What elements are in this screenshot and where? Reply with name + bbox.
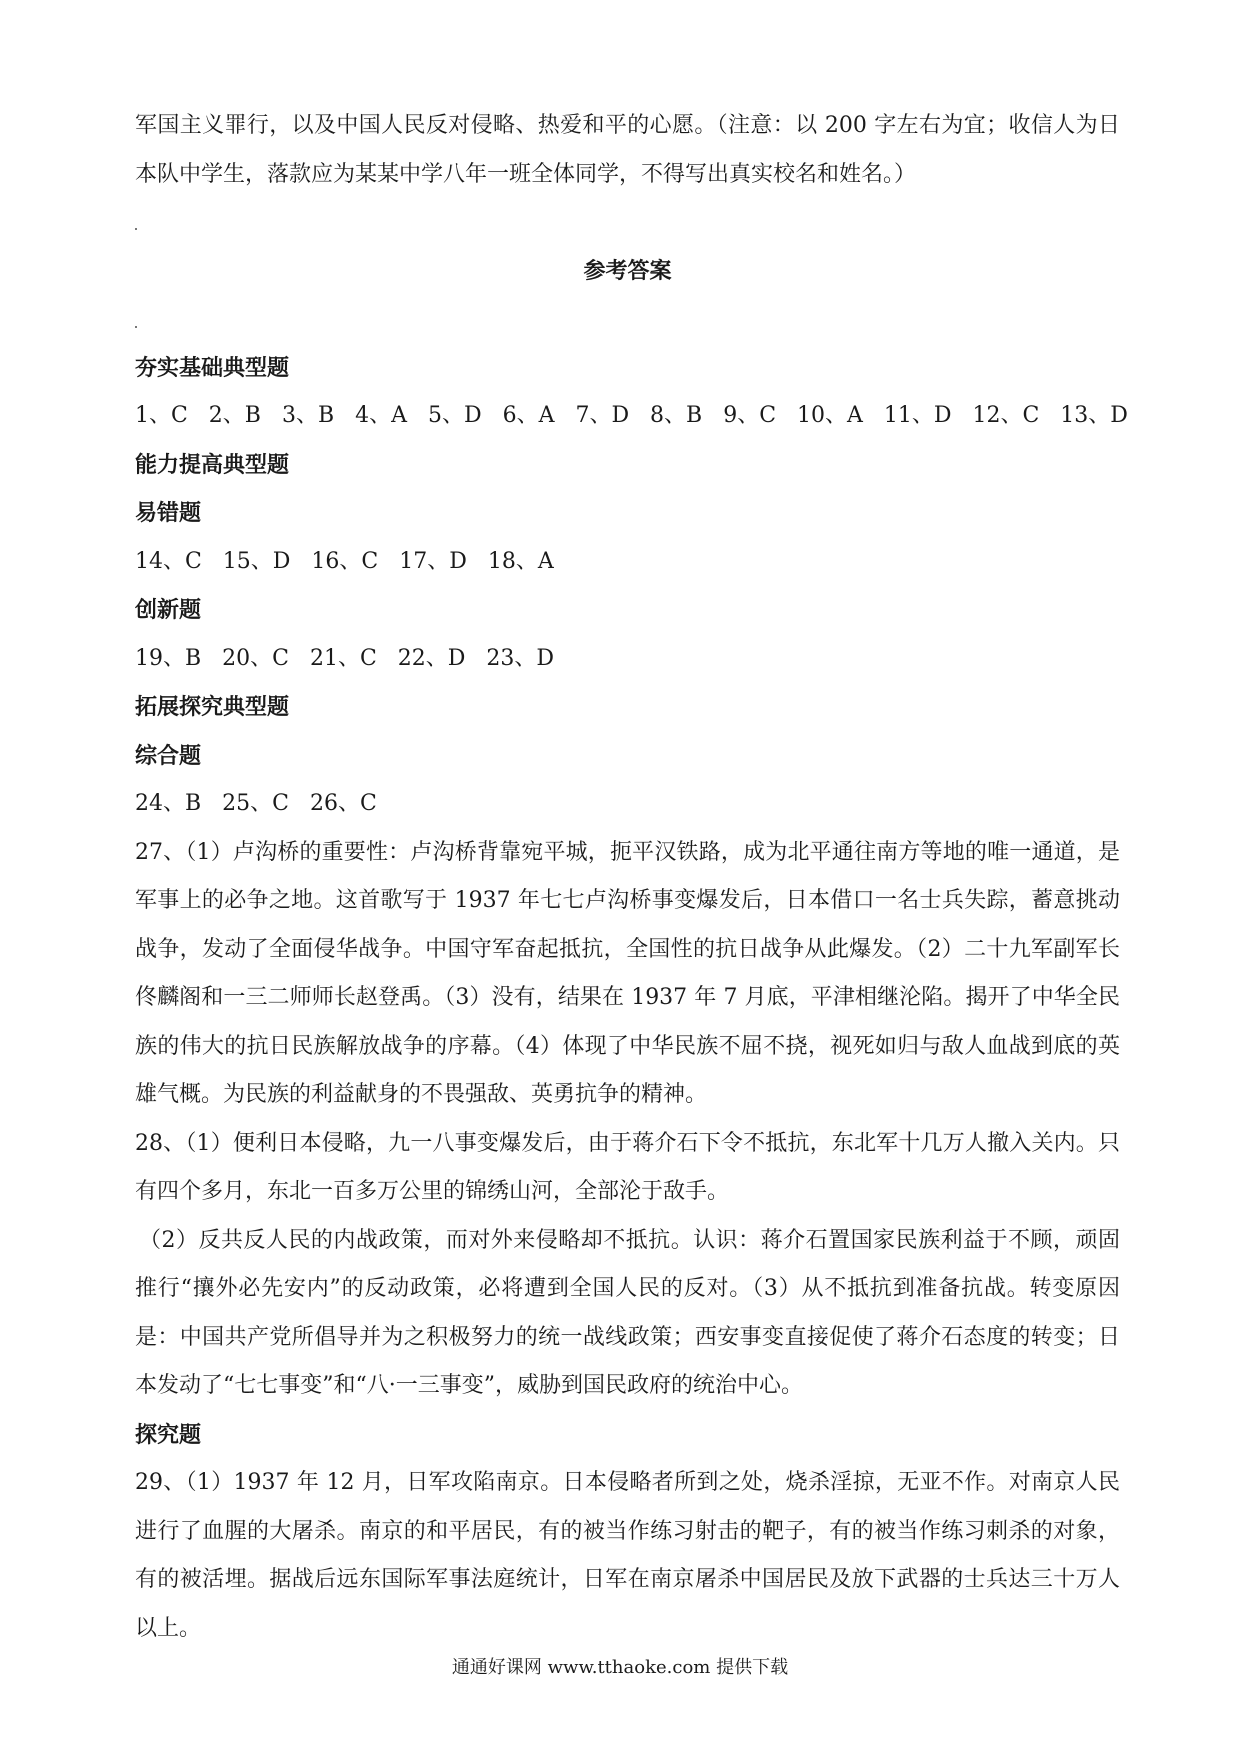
section-heading-extension: 拓展探究典型题 [135, 694, 290, 720]
subheading-inquiry: 探究题 [135, 1421, 202, 1448]
answers-error-prone: 14、C 15、D 16、C 17、D 18、A [135, 548, 554, 574]
subheading-comprehensive: 综合题 [135, 742, 202, 769]
page-title: 参考答案 [583, 258, 672, 284]
page-footer: 通通好课网 www.tthaoke.com 提供下载 [451, 1657, 789, 1678]
answer-q27: 27、（1）卢沟桥的重要性：卢沟桥背靠宛平城，扼平汉铁路，成为北平通往南方等地的唯一通道，是军事上的必争之地。这首歌写于 1937 年七七卢沟桥事变爆发后，日本借口一名士兵失踪，蓄意挑动战争，发动了全面侵华战争。中国守军奋起抵抗，全国性的抗日战争从此爆发。（2）二十九军副军长佟麟阁和一三二师师长赵登禹。（3）没有，结果在 1937 年 7 月底，平津相继沦陷。揭开了中华全民族的伟大的抗日民族解放战争的序幕。（4）体现了中华民族不屈不挠，视死如归与敌人血战到底的英雄气概。为民族的利益献身的不畏强敌、英勇抗争的精神。 [135, 839, 1120, 1107]
answers-basic: 1、C 2、B 3、B 4、A 5、D 6、A 7、D 8、B 9、C 10、A 11、D 12、C 13、D [135, 403, 1128, 428]
answers-innovation: 19、B 20、C 21、C 22、D 23、D [135, 645, 554, 671]
subheading-error-prone: 易错题 [135, 500, 202, 526]
answers-comprehensive: 24、B 25、C 26、C [135, 791, 377, 816]
intro-paragraph: 军国主义罪行，以及中国人民反对侵略、热爱和平的心愿。（注意：以 200 字左右为宜；收信人为日本队中学生，落款应为某某中学八年一班全体同学，不得写出真实校名和姓名。） [135, 113, 1120, 187]
page-content [135, 102, 1128, 1653]
section-heading-ability: 能力提高典型题 [135, 451, 290, 478]
subheading-innovation: 创新题 [135, 597, 202, 623]
answer-q28-part2: （2）反共反人民的内战政策，而对外来侵略却不抵抗。认识：蒋介石置国家民族利益于不顾，顽固推行“攘外必先安内”的反动政策，必将遭到全国人民的反对。（3）从不抵抗到准备抗战。转变原因是：中国共产党所倡导并为之积极努力的统一战线政策；西安事变直接促使了蒋介石态度的转变；日本发动了“七七事变”和“八·一三事变”，威胁到国民政府的统治中心。 [135, 1227, 1120, 1398]
answer-q28-part1: 28、（1）便利日本侵略，九一八事变爆发后，由于蒋介石下令不抵抗，东北军十几万人撤入关内。只有四个多月，东北一百多万公里的锦绣山河，全部沦于敌手。 [135, 1130, 1120, 1204]
answer-q29: 29、（1）1937 年 12 月，日军攻陷南京。日本侵略者所到之处，烧杀淫掠，无亚不作。对南京人民进行了血腥的大屠杀。南京的和平居民，有的被当作练习射击的靶子，有的被当作练习刺杀的对象，有的被活埋。据战后远东国际军事法庭统计，日军在南京屠杀中国居民及放下武器的士兵达三十万人以上。 [135, 1470, 1120, 1641]
section-heading-basic: 夯实基础典型题 [135, 354, 290, 381]
